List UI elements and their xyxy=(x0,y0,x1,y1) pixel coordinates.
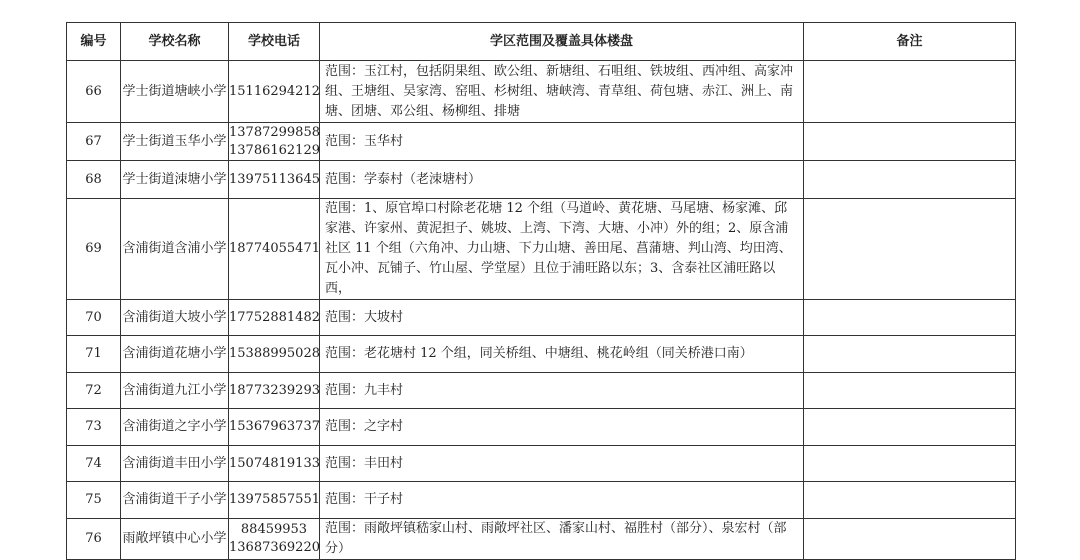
table-row xyxy=(67,199,1016,300)
school-phone-secondary: 13687369220 xyxy=(229,540,320,555)
table-row xyxy=(67,409,1016,446)
school-name: 含浦街道干子小学 xyxy=(121,482,229,519)
remarks xyxy=(804,373,1016,409)
header-district-range: 学区范围及覆盖具体楼盘 xyxy=(320,23,804,61)
district-range: 范围：雨敞坪镇嵇家山村、雨敞坪社区、潘家山村、福胜村（部分）、泉宏村（部分） xyxy=(320,519,804,560)
school-phone: 15074819133 xyxy=(229,446,320,482)
district-range: 范围：丰田村 xyxy=(320,446,804,482)
school-phone xyxy=(229,123,320,161)
row-number: 74 xyxy=(67,446,121,482)
header-school-name: 学校名称 xyxy=(121,23,229,61)
remarks xyxy=(804,409,1016,446)
district-range: 范围：学泰村（老洓塘村） xyxy=(320,161,804,199)
row-number: 69 xyxy=(67,199,121,300)
school-name: 含浦街道九江小学 xyxy=(121,373,229,409)
district-range: 范围：之字村 xyxy=(320,409,804,446)
row-number: 72 xyxy=(67,373,121,409)
school-phone: 13975113645 xyxy=(229,161,320,199)
remarks xyxy=(804,123,1016,161)
table-row xyxy=(67,300,1016,336)
school-phone: 15388995028 xyxy=(229,336,320,373)
header-number: 编号 xyxy=(67,23,121,61)
remarks xyxy=(804,336,1016,373)
school-phone: 17752881482 xyxy=(229,300,320,336)
table-row xyxy=(67,336,1016,373)
school-phone-secondary: 13786162129 xyxy=(229,142,320,158)
header-remarks: 备注 xyxy=(804,23,1016,61)
remarks xyxy=(804,199,1016,300)
table-row xyxy=(67,61,1016,123)
row-number: 71 xyxy=(67,336,121,373)
school-phone: 18773239293 xyxy=(229,373,320,409)
table-row xyxy=(67,519,1016,560)
remarks xyxy=(804,300,1016,336)
school-name: 学士街道玉华小学 xyxy=(121,123,229,161)
remarks xyxy=(804,161,1016,199)
row-number: 67 xyxy=(67,123,121,161)
row-number: 70 xyxy=(67,300,121,336)
school-district-table xyxy=(66,22,1016,560)
district-range: 范围：大坡村 xyxy=(320,300,804,336)
row-number: 73 xyxy=(67,409,121,446)
school-name: 含浦街道大坡小学 xyxy=(121,300,229,336)
row-number: 66 xyxy=(67,61,121,123)
school-phone: 18774055471 xyxy=(229,199,320,300)
school-phone-primary: 13787299858 xyxy=(229,124,320,140)
school-name: 学士街道洓塘小学 xyxy=(121,161,229,199)
school-phone-primary: 88459953 xyxy=(240,522,308,537)
table-row xyxy=(67,123,1016,161)
school-name: 含浦街道含浦小学 xyxy=(121,199,229,300)
school-phone xyxy=(229,519,320,560)
school-name: 含浦街道丰田小学 xyxy=(121,446,229,482)
school-phone: 15367963737 xyxy=(229,409,320,446)
row-number: 76 xyxy=(67,519,121,560)
remarks xyxy=(804,519,1016,560)
school-phone: 13975857551 xyxy=(229,482,320,519)
row-number: 75 xyxy=(67,482,121,519)
district-range: 范围：干子村 xyxy=(320,482,804,519)
district-range: 范围：老花塘村 12 个组，同关桥组、中塘组、桃花岭组（同关桥港口南） xyxy=(320,336,804,373)
remarks xyxy=(804,482,1016,519)
table-row xyxy=(67,161,1016,199)
row-number: 68 xyxy=(67,161,121,199)
district-range: 范围：1、原官埠口村除老花塘 12 个组（马道岭、黄花塘、马尾塘、杨家滩、邱家港、许家州、黄泥担子、姚坡、上湾、下湾、大塘、小冲）外的组；2、原含浦社区 11 个组（六角冲、力山塘、下力山塘、善田尾、菖蒲塘、判山湾、均田湾、瓦小冲、瓦铺子、竹山屋、学堂屋）且位于浦旺路以东；3、含泰社区浦旺路以西， xyxy=(320,199,804,300)
school-name: 含浦街道花塘小学 xyxy=(121,336,229,373)
district-range: 范围：九丰村 xyxy=(320,373,804,409)
school-name: 含浦街道之字小学 xyxy=(121,409,229,446)
school-name: 学士街道塘峡小学 xyxy=(121,61,229,123)
header-school-phone: 学校电话 xyxy=(229,23,320,61)
table-row xyxy=(67,446,1016,482)
district-range: 范围：玉江村，包括阴果组、欧公组、新塘组、石咀组、铁坡组、西冲组、高家冲组、王塘组、吴家湾、窑咀、杉树组、塘峡湾、青草组、荷包塘、赤江、洲上、南塘、团塘、邓公组、杨柳组、排塘 xyxy=(320,61,804,123)
header-row xyxy=(67,23,1016,61)
school-name: 雨敞坪镇中心小学 xyxy=(121,519,229,560)
school-phone: 15116294212 xyxy=(229,61,320,123)
district-range: 范围：玉华村 xyxy=(320,123,804,161)
remarks xyxy=(804,446,1016,482)
table-row xyxy=(67,482,1016,519)
remarks xyxy=(804,61,1016,123)
table-row xyxy=(67,373,1016,409)
